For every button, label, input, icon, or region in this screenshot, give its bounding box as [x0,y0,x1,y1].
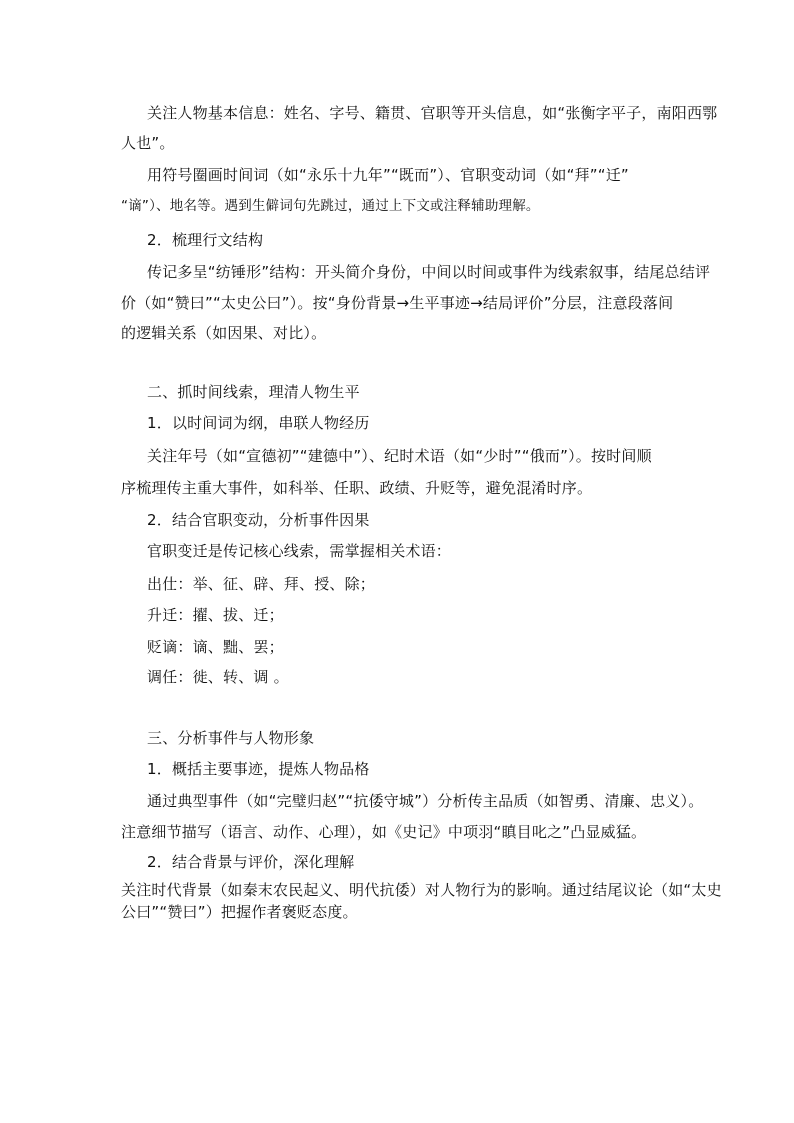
paragraph-line: 价（如“赞曰”“太史公曰”）。按“身份背景→生平事迹→结局评价”分层，注意段落间 [121,294,674,312]
list-item: 调任：徙、转、调 。 [147,668,289,686]
paragraph-line: 人也”。 [121,134,175,152]
section-heading: 三、分析事件与人物形象 [147,729,315,747]
subheading: 2．结合官职变动，分析事件因果 [147,511,370,529]
paragraph-line: 公曰”“赞曰”）把握作者褒贬态度。 [121,903,358,921]
list-item: 贬谪：谪、黜、罢； [147,638,284,656]
paragraph-line: 传记多呈“纺锤形”结构：开头简介身份，中间以时间或事件为线索叙事，结尾总结评 [147,263,711,281]
paragraph-line: 通过典型事件（如“完璧归赵”“抗倭守城”）分析传主品质（如智勇、清廉、忠义）。 [147,792,704,810]
paragraph-line: 关注人物基本信息：姓名、字号、籍贯、官职等开头信息，如“张衡字平子，南阳西鄂 [147,104,718,122]
paragraph-line: “谪”）、地名等。遇到生僻词句先跳过，通过上下文或注释辅助理解。 [121,198,540,214]
section-heading: 二、抓时间线索，理清人物生平 [147,383,360,401]
paragraph-line: 官职变迁是传记核心线索，需掌握相关术语： [147,542,452,560]
list-item: 升迁：擢、拔、迁； [147,606,284,624]
paragraph-line: 的逻辑关系（如因果、对比）。 [121,324,327,342]
list-item: 出仕：举、征、辟、拜、授、除； [147,575,376,593]
subheading: 2．结合背景与评价，深化理解 [147,853,355,871]
subheading: 2．梳理行文结构 [147,231,264,249]
subheading: 1．以时间词为纲，串联人物经历 [147,414,370,432]
paragraph-line: 关注时代背景（如秦末农民起义、明代抗倭）对人物行为的影响。通过结尾议论（如“太史 [121,881,722,899]
subheading: 1．概括主要事迹，提炼人物品格 [147,760,370,778]
paragraph-line: 用符号圈画时间词（如“永乐十九年”“既而”）、官职变动词（如“拜”“迁” [147,166,629,184]
paragraph-line: 注意细节描写（语言、动作、心理），如《史记》中项羽“瞋目叱之”凸显威猛。 [121,823,647,841]
paragraph-line: 关注年号（如“宣德初”“建德中”）、纪时术语（如“少时”“俄而”）。按时间顺 [147,447,652,465]
paragraph-line: 序梳理传主重大事件，如科举、任职、政绩、升贬等，避免混淆时序。 [121,479,593,497]
